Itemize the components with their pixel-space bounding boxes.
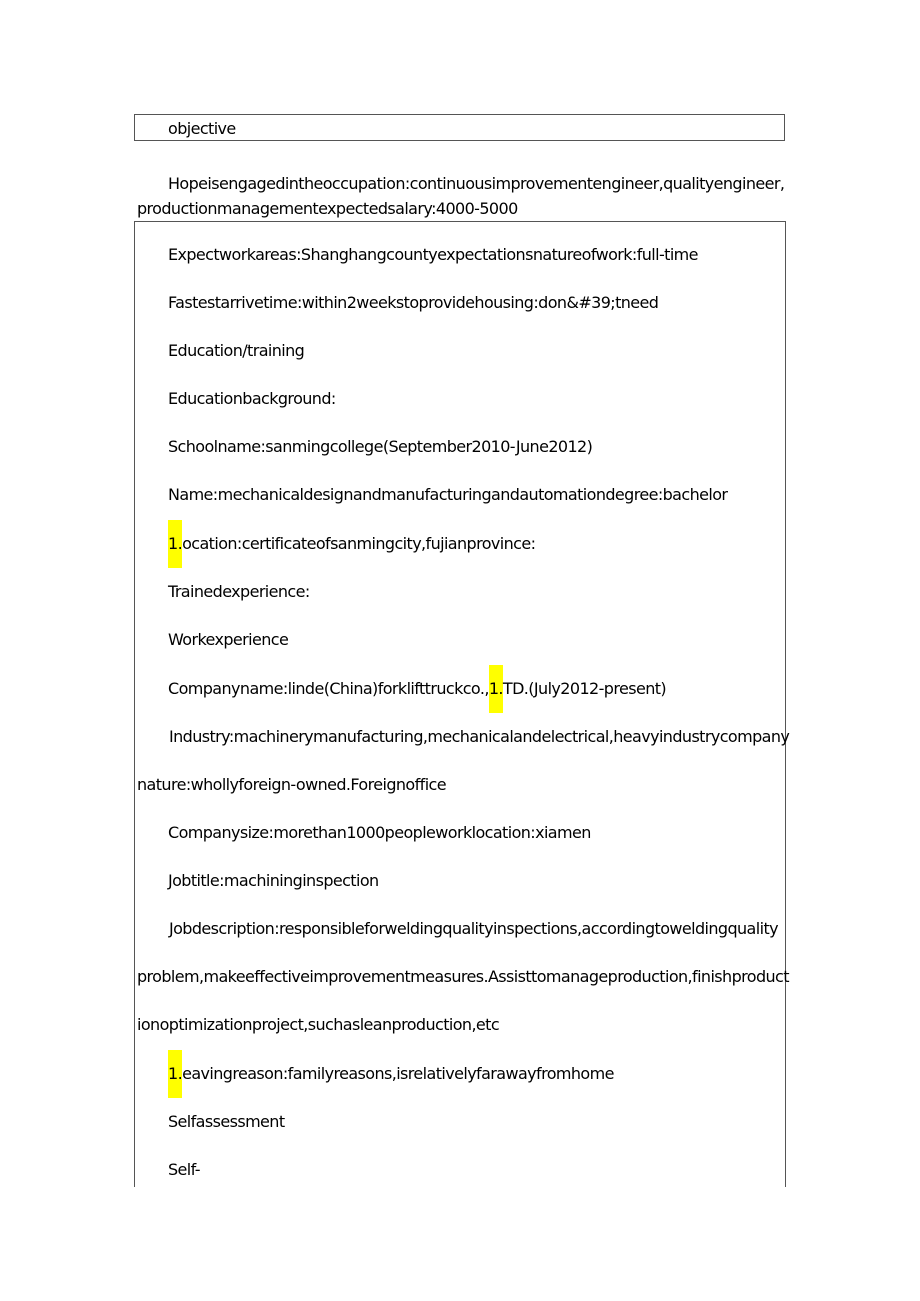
arrive-time: Fastestarrivetime:within2weekstoprovidehousing:don&#39;tneed xyxy=(168,293,659,312)
job-description-line-2: problem,makeeffectiveimprovementmeasures.Assisttomanageproduction,finishproduct xyxy=(137,967,789,986)
location-line xyxy=(168,534,535,554)
job-description-line-3: ionoptimizationproject,suchasleanproduction,etc xyxy=(137,1015,500,1034)
self-partial-text: Self- xyxy=(168,1160,200,1179)
job-description-line-1: Jobdescription:responsibleforweldingqualityinspections,accordingtoweldingquality xyxy=(169,919,778,938)
details-box xyxy=(134,221,786,1187)
education-background: Educationbackground: xyxy=(168,389,336,408)
school-name: Schoolname:sanmingcollege(September2010-June2012) xyxy=(168,437,593,456)
company-name-date: TD.(July2012-present) xyxy=(502,679,667,698)
company-name-line xyxy=(168,679,666,699)
work-areas: Expectworkareas:Shanghangcountyexpectationsnatureofwork:full-time xyxy=(168,245,698,264)
location-highlight: 1. xyxy=(168,520,182,568)
work-experience-heading: Workexperience xyxy=(168,630,289,649)
company-size: Companysize:morethan1000peopleworklocation:xiamen xyxy=(168,823,591,842)
leaving-reason-text: eavingreason:familyreasons,isrelativelyfarawayfromhome xyxy=(182,1064,614,1083)
major: Name:mechanicaldesignandmanufacturingandautomationdegree:bachelor xyxy=(168,485,728,504)
location-text: ocation:certificateofsanmingcity,fujianprovince: xyxy=(182,534,536,553)
job-title: Jobtitle:machininginspection xyxy=(168,871,379,890)
self-assessment-heading: Selfassessment xyxy=(168,1112,285,1131)
industry-line-1: Industry:machinerymanufacturing,mechanicalandelectrical,heavyindustrycompany xyxy=(169,727,790,746)
leaving-highlight: 1. xyxy=(168,1050,182,1098)
hope-line-2: productionmanagementexpectedsalary:4000-5000 xyxy=(137,199,518,218)
objective-heading: objective xyxy=(168,119,236,138)
education-heading: Education/training xyxy=(168,341,305,360)
industry-line-2: nature:whollyforeign-owned.Foreignoffice xyxy=(137,775,446,794)
company-name-highlight: 1. xyxy=(489,665,503,713)
leaving-reason-line xyxy=(168,1064,614,1084)
hope-line-1: Hopeisengagedintheoccupation:continuousimprovementengineer,qualityengineer, xyxy=(168,174,785,193)
trained-experience: Trainedexperience: xyxy=(168,582,310,601)
company-name-text: Companyname:linde(China)forklifttruckco., xyxy=(168,679,489,698)
